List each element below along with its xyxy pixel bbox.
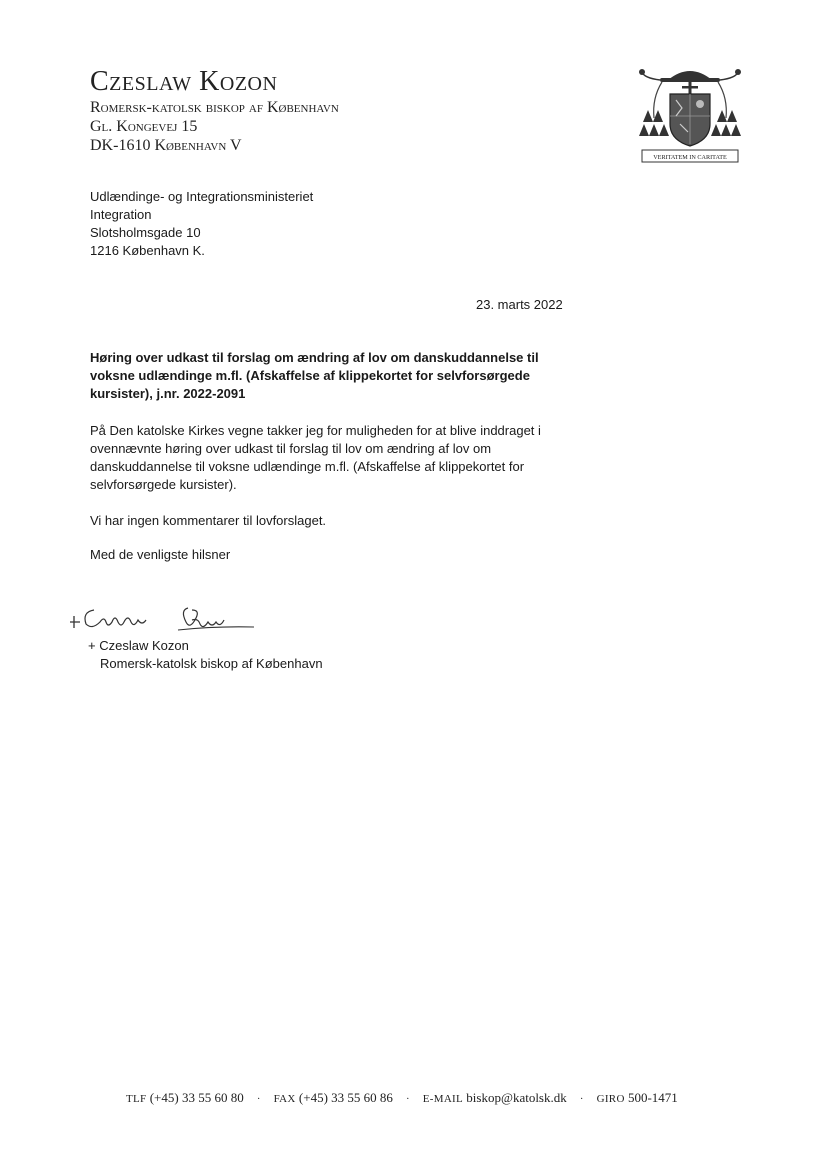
letterhead-title: Romersk-katolsk biskop af København xyxy=(90,99,339,116)
footer-fax: (+45) 33 55 60 86 xyxy=(298,1090,393,1105)
motto-text: VERITATEM IN CARITATE xyxy=(653,154,727,161)
letterhead-street: Gl. Kongevej 15 xyxy=(90,118,198,135)
recipient-line-2: Integration xyxy=(90,207,152,222)
recipient-line-1: Udlændinge- og Integrationsministeriet xyxy=(90,189,314,204)
signer-name: + Czeslaw Kozon xyxy=(88,638,189,653)
footer-email: biskop@katolsk.dk xyxy=(466,1090,567,1105)
footer-giro-label: GIRO xyxy=(596,1093,625,1105)
footer-phone: (+45) 33 55 60 80 xyxy=(149,1090,244,1105)
signer-role: Romersk-katolsk biskop af København xyxy=(100,656,323,671)
handwritten-signature xyxy=(66,600,266,640)
letterhead-footer: TLF (+45) 33 55 60 80 · FAX (+45) 33 55 60 86 · E-MAIL biskop@katolsk.dk · GIRO 500-1471 xyxy=(126,1090,678,1105)
coat-of-arms-logo xyxy=(638,58,742,166)
footer-tlf-label: TLF xyxy=(126,1093,147,1105)
letterhead-name: Czeslaw Kozon xyxy=(90,66,278,97)
body-paragraph-2: Vi har ingen kommentarer til lovforslaget. xyxy=(90,513,327,528)
body-paragraph-1: På Den katolske Kirkes vegne takker jeg for muligheden for at blive inddraget i ovennævnte høring over udkast til forslag til lov om ændring af lov om danskuddannelse til voksne udlændinge m.fl. (Afskaffelse af klippekortet for selvforsørgede kursister). xyxy=(90,423,541,492)
recipient-line-3: Slotsholmsgade 10 xyxy=(90,225,201,240)
footer-email-label: E-MAIL xyxy=(422,1093,464,1105)
footer-giro: 500-1471 xyxy=(627,1090,678,1105)
closing-salutation: Med de venligste hilsner xyxy=(90,547,231,562)
letter-subject: Høring over udkast til forslag om ændring af lov om danskuddannelse til voksne udlændinge m.fl. (Afskaffelse af klippekortet for selvforsørgede kursister), j.nr. 2022-2091 xyxy=(90,350,539,401)
footer-fax-label: FAX xyxy=(273,1093,296,1105)
recipient-line-4: 1216 København K. xyxy=(90,243,205,258)
letter-date: 23. marts 2022 xyxy=(476,297,563,312)
letterhead-city: DK-1610 København V xyxy=(90,137,242,154)
